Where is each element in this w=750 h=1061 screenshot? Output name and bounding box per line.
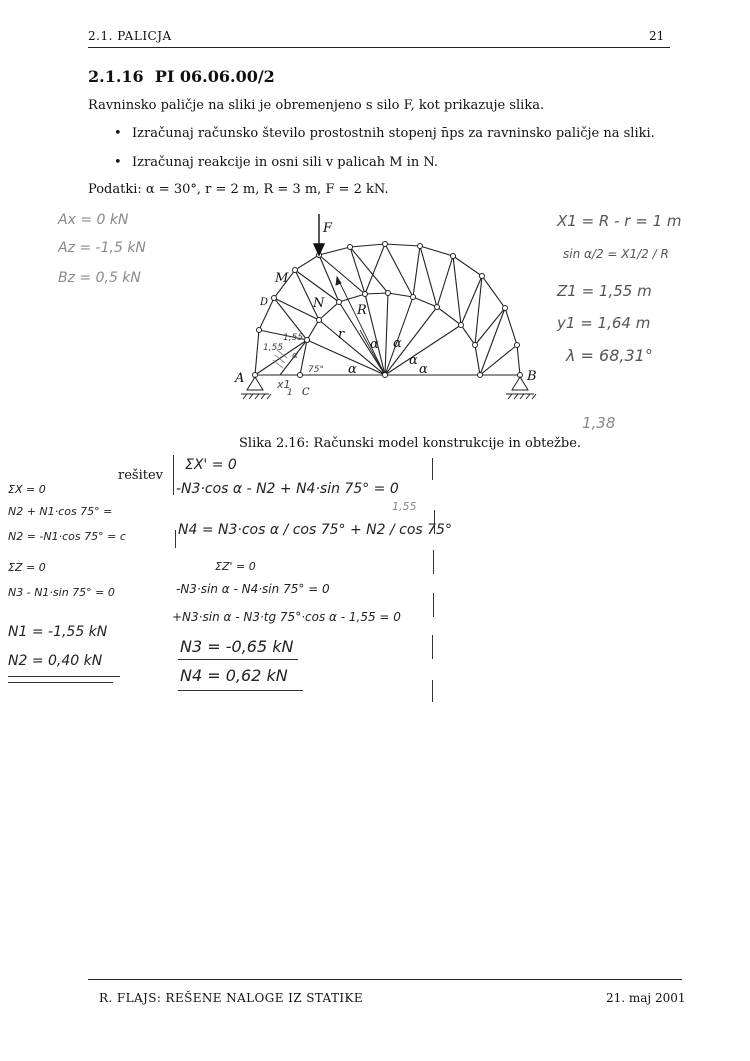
hand-left-underline-1	[8, 676, 120, 677]
hand-geom-z1: Z1 = 1,55 m	[557, 282, 652, 300]
hand-left-underline-2	[8, 682, 113, 683]
hand-mid-5: -N3·sin α - N4·sin 75° = 0	[176, 582, 330, 596]
fig-mark-1: 1,55	[283, 333, 304, 343]
pen-bar-right-3	[433, 550, 434, 574]
page-number: 21	[649, 29, 665, 43]
fig-mark-3: 75°	[308, 365, 324, 375]
bullet-dof	[114, 126, 655, 141]
pen-bar-left	[173, 455, 174, 495]
hand-geom-sin: sin α/2 = X1/2 / R	[563, 247, 669, 261]
hand-stray-value: 1,38	[582, 414, 616, 432]
pen-bar-right-6	[432, 680, 433, 702]
hand-left-5: N3 - N1·sin 75° = 0	[8, 586, 115, 599]
label-R: R	[357, 303, 367, 318]
solution-label: rešitev	[118, 468, 163, 483]
hand-mid-3: N4 = N3·cos α / cos 75° + N2 / cos 75°	[178, 522, 452, 538]
pen-bar-right-5	[432, 635, 433, 659]
hand-left-1: ΣX = 0	[8, 483, 46, 496]
fig-mark-6: 1	[287, 388, 293, 398]
figure-caption: Slika 2.16: Računski model konstrukcije in obtežbe.	[239, 436, 582, 451]
hand-reaction-ax: Ax = 0 kN	[58, 212, 129, 228]
label-alpha-3: α	[393, 336, 402, 351]
label-alpha-1: α	[348, 362, 357, 377]
hand-geom-x1: X1 = R - r = 1 m	[557, 212, 682, 230]
label-A: A	[235, 371, 245, 386]
problem-intro: Ravninsko paličje na sliki je obremenjeno s silo F, kot prikazuje slika.	[88, 98, 545, 113]
hand-reaction-az: Az = -1,5 kN	[58, 240, 146, 256]
pen-bar-left-2	[175, 530, 176, 548]
fig-mark-4: α	[292, 351, 298, 361]
label-F: F	[323, 221, 333, 236]
hand-reaction-bz: Bz = 0,5 kN	[58, 270, 141, 286]
header-rule	[88, 47, 670, 48]
hand-left-3: N2 = -N1·cos 75° = c	[8, 530, 126, 543]
bullet-reactions-text: Izračunaj reakcije in osni sili v palicah M in N.	[132, 155, 439, 170]
dimension-lines	[336, 277, 385, 375]
hand-left-2: N2 + N1·cos 75° =	[8, 505, 113, 518]
support-A	[241, 377, 271, 399]
bullet-reactions	[114, 155, 438, 170]
hand-mid-8: N4 = 0,62 kN	[180, 666, 288, 685]
label-alpha-5: α	[419, 362, 428, 377]
hand-mid-6: +N3·sin α - N3·tg 75°·cos α - 1,55 = 0	[172, 610, 401, 624]
hand-mid-underline-1	[178, 659, 298, 660]
label-alpha-4: α	[409, 353, 418, 368]
problem-title: 2.1.16 PI 06.06.00/2	[88, 67, 275, 86]
hand-mid-1: ΣX' = 0	[185, 457, 237, 473]
pen-bar-right-1	[432, 458, 433, 480]
hand-left-6: N1 = -1,55 kN	[8, 624, 108, 640]
footer-date: 21. maj 2001	[606, 991, 686, 1005]
label-alpha-2: α	[370, 337, 379, 352]
bullet-marker: •	[114, 126, 122, 141]
hand-geom-y1: y1 = 1,64 m	[557, 314, 651, 332]
pen-bar-right-4	[433, 593, 434, 617]
hand-aside: 1,55	[392, 500, 417, 513]
truss-figure	[225, 210, 555, 425]
fig-mark-2: 1,55	[263, 343, 284, 353]
hand-geom-lambda: λ = 68,31°	[566, 346, 653, 365]
hand-mid-2: -N3·cos α - N2 + N4·sin 75° = 0	[176, 481, 399, 497]
label-B: B	[527, 369, 537, 384]
hand-left-4: ΣZ = 0	[8, 561, 46, 574]
pen-bar-right-2	[434, 510, 435, 534]
label-M: M	[275, 271, 289, 286]
label-C: C	[302, 387, 310, 398]
footer-author-title: R. FLAJS: REŠENE NALOGE IZ STATIKE	[99, 991, 364, 1005]
hand-mid-7: N3 = -0,65 kN	[180, 637, 294, 656]
problem-data: Podatki: α = 30°, r = 2 m, R = 3 m, F = 2 kN.	[88, 182, 389, 197]
hand-mid-4: ΣZ' = 0	[215, 560, 256, 573]
running-header-section: 2.1. PALICJA	[88, 29, 172, 43]
label-r: r	[338, 327, 345, 342]
hand-mid-underline-2	[178, 690, 303, 691]
bullet-dof-text: Izračunaj računsko število prostostnih stopenj n̄ps za ravninsko paličje na sliki.	[132, 126, 655, 141]
bullet-marker: •	[114, 155, 122, 170]
label-D: D	[260, 297, 269, 308]
label-N: N	[313, 296, 325, 311]
fig-mark-5: x1	[277, 378, 291, 391]
footer-rule	[88, 979, 682, 980]
hand-left-7: N2 = 0,40 kN	[8, 653, 103, 669]
